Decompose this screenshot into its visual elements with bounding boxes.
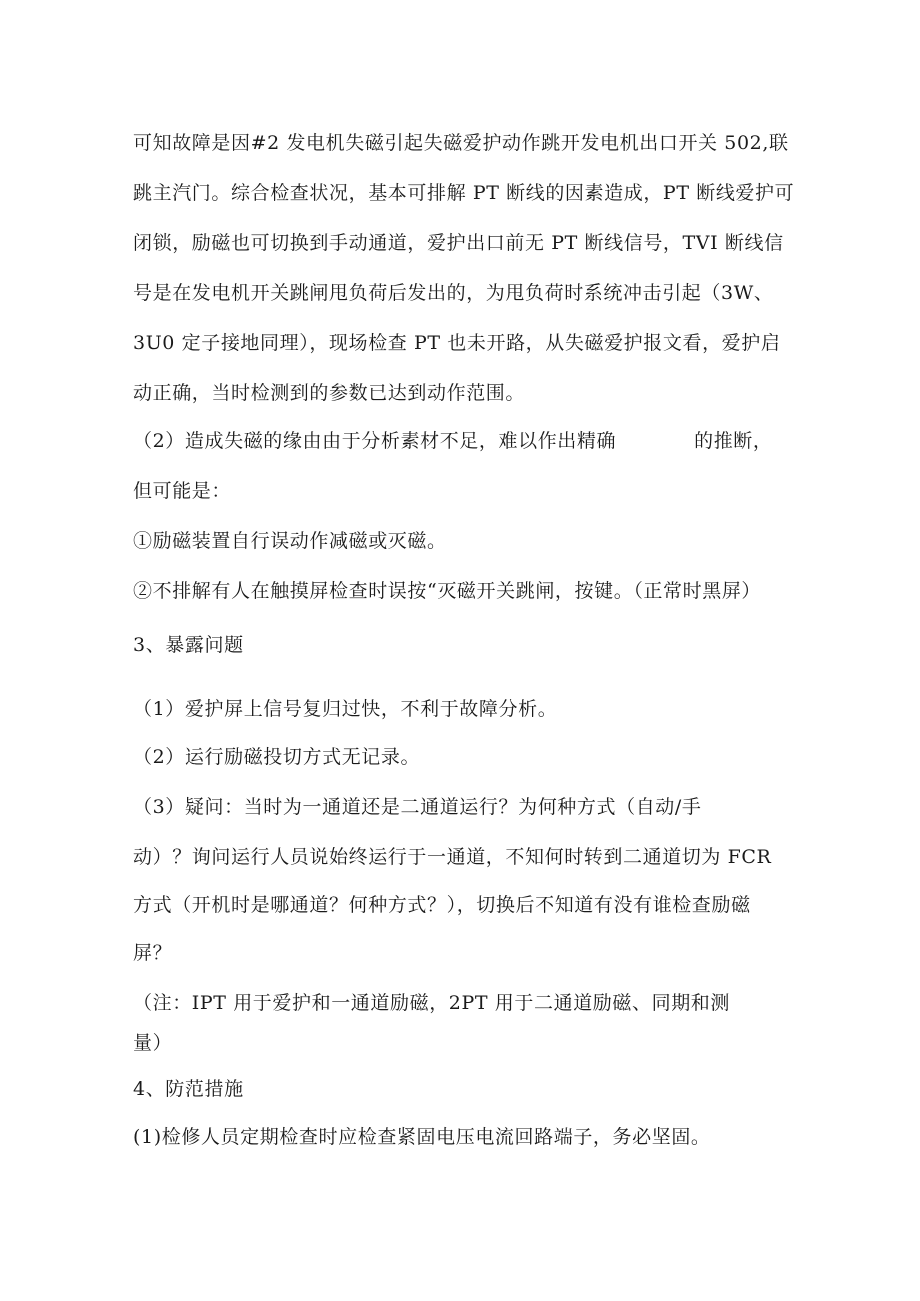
paragraph-line: 号是在发电机开关跳闸甩负荷后发出的，为甩负荷时系统冲击引起（3W、 [133, 282, 774, 304]
paragraph-line: 可知故障是因#2 发电机失磁引起失磁爱护动作跳开发电机出口开关 502,联 [133, 132, 789, 154]
section-heading-3: 3、暴露问题 [133, 634, 244, 656]
list-item: ②不排解有人在触摸屏检查时误按“灭磁开关跳闸，按键。（正常时黑屏） [133, 580, 762, 602]
paragraph-line: 闭锁，励磁也可切换到手动通道，爱护出口前无 PT 断线信号，TVI 断线信 [133, 232, 784, 254]
paragraph-line: 方式（开机时是哪通道？何种方式？），切换后不知道有没有谁检查励磁 [133, 894, 751, 916]
list-item: （1）爱护屏上信号复归过快，不利于故障分析。 [133, 698, 558, 720]
list-item: （3）疑问：当时为一通道还是二通道运行？为何种方式（自动/手 [133, 796, 702, 818]
note-line: 量） [133, 1032, 173, 1054]
note-line: （注：IPT 用于爱护和一通道励磁，2PT 用于二通道励磁、同期和测 [133, 992, 730, 1014]
list-item: (1)检修人员定期检查时应检查紧固电压电流回路端子，务必坚固。 [133, 1126, 711, 1148]
paragraph-line: 动正确，当时检测到的参数已达到动作范围。 [133, 382, 526, 404]
item-2-text-start: （2）造成失磁的缘由由于分析素材不足，难以作出精确 [133, 430, 617, 452]
section-heading-4: 4、防范措施 [133, 1078, 244, 1100]
paragraph-line: 但可能是： [133, 480, 232, 502]
list-item: ①励磁装置自行误动作减磁或灭磁。 [133, 530, 447, 552]
paragraph-line: 动）？询问运行人员说始终运行于一通道，不知何时转到二通道切为 FCR [133, 846, 772, 868]
item-2-text-end: 的推断， [694, 430, 773, 452]
paragraph-line: 跳主汽门。综合检查状况，基本可排解 PT 断线的因素造成，PT 断线爱护可 [133, 182, 795, 204]
list-item: （2）运行励磁投切方式无记录。 [133, 746, 421, 768]
item-2-line [133, 428, 773, 454]
paragraph-line: 屏？ [133, 942, 173, 964]
paragraph-line: 3U0 定子接地同理），现场检查 PT 也未开路，从失磁爱护报文看，爱护启 [133, 332, 781, 354]
